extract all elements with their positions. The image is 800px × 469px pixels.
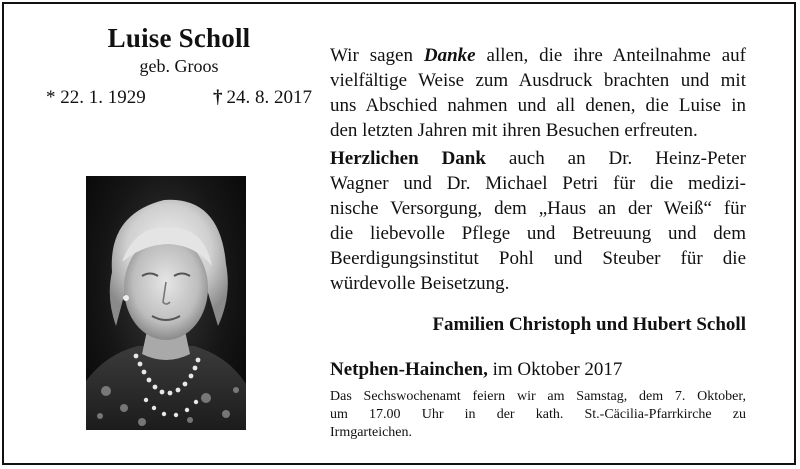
text-line: [330, 146, 746, 171]
text-line: Irmgarteichen.: [330, 425, 413, 440]
thank-you-text: [330, 43, 746, 442]
birth-name: geb. Groos: [139, 56, 219, 76]
text-line: den letzten Jahren mit ihren Besuchen erfreuten.: [330, 120, 698, 141]
obituary-notice: [2, 2, 796, 465]
birth-date: [46, 86, 146, 110]
text-line: die liebevolle Pflege und Betreuung und dem: [330, 223, 746, 244]
text-segment: Wir sagen: [330, 45, 424, 66]
text-line: würdevolle Beisetzung.: [330, 273, 510, 294]
deceased-info: [44, 22, 314, 110]
life-dates: [44, 86, 314, 110]
thanks-paragraph-1: [330, 43, 746, 143]
text-line: [330, 43, 746, 68]
death-date: [213, 86, 312, 110]
herzlichen-dank-emphasis: Herzlichen Dank: [330, 148, 486, 169]
place-and-date: [330, 357, 746, 382]
service-announcement: [330, 388, 746, 442]
text-line: vielfältige Weise zum Ausdruck brachten und mit: [330, 70, 746, 91]
birth-symbol: *: [46, 87, 56, 108]
deceased-name: Luise Scholl: [107, 23, 251, 53]
portrait-photo: [86, 176, 246, 430]
text-line: Beerdigungsinstitut Pohl und Steuber für die: [330, 248, 746, 269]
thanks-paragraph-2: [330, 146, 746, 296]
death-date-value: 24. 8. 2017: [226, 87, 312, 108]
text-segment: auch an Dr. Heinz-Peter: [485, 148, 746, 169]
text-segment: allen, die ihre Anteilnahme auf: [475, 45, 746, 66]
family-signature: Familien Christoph und Hubert Scholl: [432, 314, 746, 335]
cross-icon: †: [213, 87, 223, 108]
text-line: um 17.00 Uhr in der kath. St.-Cäcilia-Pfarrkirche zu: [330, 407, 746, 422]
text-line: uns Abschied nahmen und all denen, die Luise in: [330, 95, 746, 116]
danke-emphasis: Danke: [423, 45, 476, 66]
text-line: Das Sechswochenamt feiern wir am Samstag, dem 7. Oktober,: [330, 389, 746, 404]
place-date: im Oktober 2017: [487, 359, 623, 380]
text-line: nische Versorgung, dem „Haus an der Weiß“ für: [330, 198, 746, 219]
text-line: Wagner und Dr. Michael Petri für die medizi-: [330, 173, 746, 194]
birth-date-value: 22. 1. 1929: [60, 87, 146, 108]
place-city: Netphen-Hainchen,: [330, 359, 488, 380]
